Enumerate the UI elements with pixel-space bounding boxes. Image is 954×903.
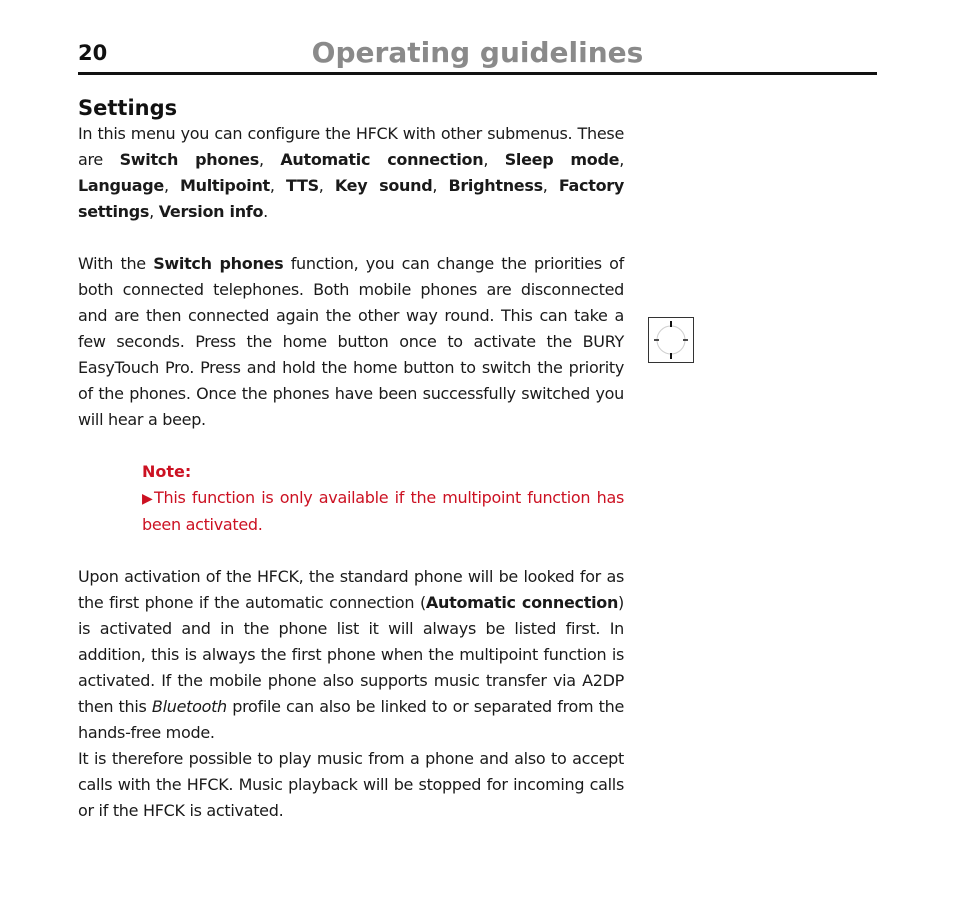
note-text: ▶This function is only available if the multipoint function has been activated. xyxy=(142,488,624,534)
intro-end: . xyxy=(263,202,268,221)
menu-item-key-sound: Key sound xyxy=(334,176,433,195)
menu-item-brightness: Brightness xyxy=(448,176,543,195)
menu-item-language: Language xyxy=(78,176,164,195)
automatic-connection-paragraph: Upon activation of the HFCK, the standard phone will be looked for as the first phone if the automatic connection (Automatic connection) is activated and in the phone list it will always be listed first. In addition, this is always the first phone when the multipoint function is activated. If the mobile phone also supports music transfer via A2DP then this Bluetooth profile can also be linked to or separated from the hands-free mode. xyxy=(78,567,624,742)
note-block xyxy=(142,459,624,538)
page-number: 20 xyxy=(78,41,108,65)
note-label: Note: xyxy=(142,462,192,481)
bluetooth-term: Bluetooth xyxy=(151,697,227,716)
music-playback-paragraph: It is therefore possible to play music from a phone and also to accept calls with the HFCK. Music playback will be stopped for incoming calls or if the HFCK is activated. xyxy=(78,749,624,820)
menu-item-multipoint: Multipoint xyxy=(180,176,270,195)
automatic-connection-term: Automatic connection xyxy=(425,593,619,612)
settings-intro-paragraph: In this menu you can configure the HFCK with other submenus. These are Switch phones, Automatic connection, Sleep mode, Language, Multipoint, TTS, Key sound, Brightness, Factory settings, Version info. xyxy=(78,124,624,221)
switch-phones-term: Switch phones xyxy=(153,254,284,273)
switch-phones-paragraph: With the Switch phones function, you can change the priorities of both connected telephones. Both mobile phones are disconnected and are then connected again the other way round. This can take a few seconds. Press the home button once to activate the BURY EasyTouch Pro. Press and hold the home button to switch the priority of the phones. Once the phones have been successfully switched you will hear a beep. xyxy=(78,254,625,429)
menu-item-version-info: Version info xyxy=(158,202,264,221)
home-button-control-icon xyxy=(648,317,694,363)
menu-item-factory-settings: Factory settings xyxy=(78,176,624,221)
intro-text: In this menu you can configure the HFCK with other submenus. These are xyxy=(78,124,624,169)
section-heading: Settings xyxy=(78,96,178,120)
page-title: Operating guidelines xyxy=(311,36,644,69)
page-header xyxy=(78,32,877,75)
menu-item-automatic-connection: Automatic connection xyxy=(280,150,484,169)
main-content xyxy=(78,95,624,824)
menu-item-switch-phones: Switch phones xyxy=(119,150,259,169)
menu-item-sleep-mode: Sleep mode xyxy=(504,150,620,169)
menu-item-tts: TTS xyxy=(285,176,319,195)
triangle-bullet-icon: ▶ xyxy=(142,491,155,507)
